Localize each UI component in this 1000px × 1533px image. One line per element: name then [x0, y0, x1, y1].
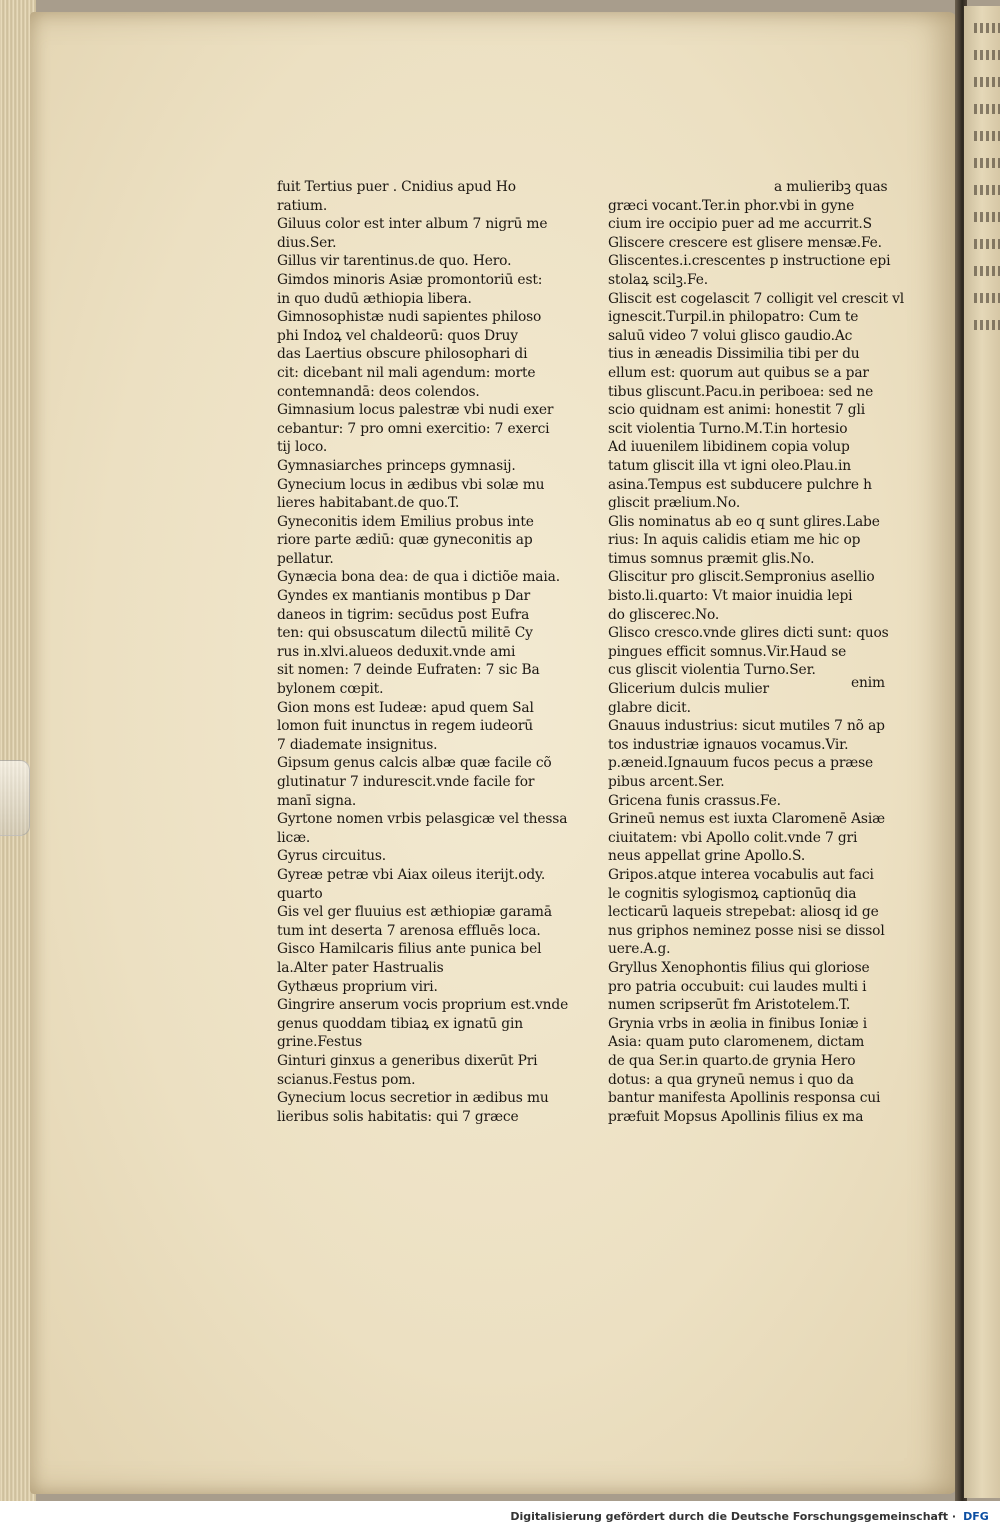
right-column-head: a mulieribꝫ quas: [774, 179, 888, 195]
text-line: in quo dudū æthiopia libera.: [277, 290, 472, 307]
text-line: Gyrus circuitus.: [277, 848, 387, 865]
text-line: timus somnus præmit glis.No.: [608, 550, 815, 567]
text-line: tibus gliscunt.Pacu.in periboea: sed ne: [608, 383, 874, 400]
text-line: Gliscitur pro gliscit.Sempronius asellio: [608, 569, 875, 586]
text-line: do gliscerec.No.: [608, 606, 720, 623]
text-line: numen scripserūt fm Aristotelem.T.: [608, 997, 851, 1014]
text-line: lieribus solis habitatis: qui 7 græce: [277, 1108, 519, 1125]
text-line: le cognitis sylogismoꝝ captionūq dia: [608, 885, 857, 902]
text-line: glabre dicit.: [608, 699, 691, 716]
text-line: Gion mons est Iudeæ: apud quem Sal: [277, 699, 534, 716]
text-line: scit violentia Turno.M.T.in hortesio: [608, 420, 848, 437]
dfg-logo: DFG: [963, 1510, 989, 1523]
facing-page-edge: [964, 6, 1000, 1498]
text-line: præfuit Mopsus Apollinis filius ex ma: [608, 1108, 864, 1125]
text-line: Gimnosophistæ nudi sapientes philoso: [277, 309, 542, 326]
funding-notice: Digitalisierung gefördert durch die Deutsche Forschungsgemeinschaft ·: [510, 1510, 956, 1523]
text-line: Ad iuuenilem libidinem copia volup: [608, 439, 850, 456]
text-line: scio quidnam est animi: honestit 7 gli: [608, 402, 866, 419]
footer-ribbon: [0, 1501, 1000, 1533]
text-line: Gliscentes.i.crescentes p instructione epi: [608, 253, 891, 270]
text-line: græci vocant.Ter.in phor.vbi in gyne: [608, 197, 855, 214]
text-line: pro patria occubuit: cui laudes multi i: [608, 978, 867, 995]
text-line: Gimdos minoris Asiæ promontoriū est:: [277, 271, 543, 288]
text-line: Gipsum genus calcis albæ quæ facile cõ: [277, 755, 552, 772]
text-line: rius: In aquis calidis etiam me hic op: [608, 532, 861, 549]
text-line: stolaꝝ scilꝫ.Fe.: [608, 271, 708, 288]
text-line: Gripos.atque interea vocabulis aut faci: [608, 866, 874, 883]
text-line: tius in æneadis Dissimilia tibi per du: [608, 346, 860, 363]
text-line: Gyneconitis idem Emilius probus inte: [277, 513, 534, 530]
text-line: Gnauus industrius: sicut mutiles 7 nõ ap: [608, 718, 885, 735]
text-line: Gynecium locus secretior in ædibus mu: [277, 1090, 549, 1107]
text-line: Gyrtone nomen vrbis pelasgicæ vel thessa: [277, 811, 568, 828]
text-line: Grineū nemus est iuxta Claromenē Asiæ: [608, 811, 885, 828]
text-line: 7 diademate insignitus.: [277, 736, 438, 753]
text-line: Gymnasiarches princeps gymnasij.: [277, 457, 516, 474]
text-line: Gythæus proprium viri.: [277, 978, 438, 995]
text-line: genus quoddam tibiaꝝ ex ignatū gin: [277, 1015, 523, 1032]
left-text-column: [277, 178, 577, 1126]
text-line: Gynæcia bona dea: de qua i dictiõe maia.: [277, 569, 560, 586]
text-line: glutinatur 7 indurescit.vnde facile for: [277, 774, 535, 790]
text-line: Gricena funis crassus.Fe.: [608, 792, 781, 809]
text-line: cit: dicebant nil mali agendum: morte: [277, 364, 536, 381]
text-line: Giluus color est inter album 7 nigrū me: [277, 216, 548, 233]
text-line: grine.Festus: [277, 1034, 363, 1051]
text-line: de qua Ser.in quarto.de grynia Hero: [608, 1052, 856, 1069]
text-line: cebantur: 7 pro omni exercitio: 7 exerci: [277, 420, 550, 437]
text-line: Gliscit est cogelascit 7 colligit vel crescit vl: [608, 290, 905, 307]
text-line: uere.A.g.: [608, 941, 671, 958]
text-line: phi Indoꝝ vel chaldeorū: quos Druy: [277, 327, 518, 344]
text-line: gliscit prælium.No.: [608, 495, 741, 512]
text-line: Glis nominatus ab eo q sunt glires.Labe: [608, 513, 880, 530]
text-line: bantur manifesta Apollinis responsa cui: [608, 1090, 881, 1107]
right-text-column: [608, 178, 908, 1126]
text-line: pellatur.: [277, 550, 334, 567]
text-line: das Laertius obscure philosophari di: [277, 346, 528, 363]
text-line: ten: qui obsuscatum dilectū militē Cy: [277, 625, 533, 642]
text-line: ciuitatem: vbi Apollo colit.vnde 7 gri: [608, 829, 858, 846]
text-line: neus appellat grine Apollo.S.: [608, 848, 806, 865]
text-line: Gynecium locus in ædibus vbi solæ mu: [277, 476, 545, 493]
text-line: la.Alter pater Hastrualis: [277, 959, 444, 976]
text-line: contemnandā: deos colendos.: [277, 383, 480, 400]
page-clip: [0, 760, 30, 836]
text-line: dius.Ser.: [277, 234, 337, 251]
text-line: Ginturi ginxus a generibus dixerūt Pri: [277, 1052, 538, 1069]
text-line: daneos in tigrim: secūdus post Eufra: [277, 606, 530, 623]
text-line: ignescit.Turpil.in philopatro: Cum te: [608, 309, 859, 326]
text-line: lomon fuit inunctus in regem iudeorū: [277, 718, 534, 735]
text-line: cium ire occipio puer ad me accurrit.S: [608, 216, 872, 233]
text-line: Gyndes ex mantianis montibus p Dar: [277, 588, 531, 605]
text-line: sit nomen: 7 deinde Eufraten: 7 sic Ba: [277, 662, 540, 679]
text-line: tum int deserta 7 arenosa effluēs loca.: [277, 922, 541, 939]
text-line: scianus.Festus pom.: [277, 1071, 416, 1088]
text-line: quarto: [277, 885, 323, 902]
text-line: pingues efficit somnus.Vir.Haud se: [608, 643, 847, 660]
text-line: lecticarū laqueis strepebat: aliosq id ge: [608, 904, 879, 921]
text-line: Gliscere crescere est glisere mensæ.Fe.: [608, 234, 882, 251]
text-line: tij loco.: [277, 439, 328, 456]
text-line: dotus: a qua gryneū nemus i quo da: [608, 1071, 854, 1088]
text-line: Gillus vir tarentinus.de quo. Hero.: [277, 253, 512, 270]
text-line: nus griphos neminez posse nisi se dissol: [608, 922, 885, 939]
text-line: Gimnasium locus palestræ vbi nudi exer: [277, 402, 554, 419]
text-line: fuit Tertius puer . Cnidius apud Ho: [277, 179, 516, 195]
text-line: saluū video 7 volui glisco gaudio.Ac: [608, 327, 853, 344]
text-line: Glisco cresco.vnde glires dicti sunt: quos: [608, 625, 889, 642]
text-line: bisto.li.quarto: Vt maior inuidia lepi: [608, 588, 853, 605]
text-line: lieres habitabant.de quo.T.: [277, 495, 460, 512]
text-line: pibus arcent.Ser.: [608, 774, 725, 790]
text-line: Asia: quam puto claromenem, dictam: [608, 1034, 865, 1051]
text-line: rus in.xlvi.alueos deduxit.vnde ami: [277, 643, 516, 660]
text-line: cus gliscit violentia Turno.Ser.: [608, 662, 816, 679]
text-line: ellum est: quorum aut quibus se a par: [608, 364, 869, 381]
right-column-split-line: Glicerium dulcis mulier enim: [608, 675, 885, 698]
text-line: asina.Tempus est subducere pulchre h: [608, 476, 872, 493]
text-line: licæ.: [277, 829, 311, 846]
text-line: riore parte ædiū: quæ gyneconitis ap: [277, 532, 533, 549]
text-line: tos industriæ ignauos vocamus.Vir.: [608, 736, 849, 753]
text-line: tatum gliscit illa vt igni oleo.Plau.in: [608, 457, 851, 474]
text-line: Gryllus Xenophontis filius qui gloriose: [608, 959, 870, 976]
text-line: p.æneid.Ignauum fucos pecus a præse: [608, 755, 874, 772]
text-line: manī signa.: [277, 792, 357, 809]
text-line: Gyreæ petræ vbi Aiax oileus iterijt.ody.: [277, 866, 546, 883]
text-line: ratium.: [277, 197, 328, 214]
text-line: Gis vel ger fluuius est æthiopiæ garamā: [277, 904, 552, 921]
text-line: bylonem cœpit.: [277, 681, 384, 698]
text-line: Gingrire anserum vocis proprium est.vnde: [277, 997, 569, 1014]
text-line: Gisco Hamilcaris filius ante punica bel: [277, 941, 542, 958]
text-line: Grynia vrbs in æolia in finibus Ioniæ i: [608, 1015, 868, 1032]
